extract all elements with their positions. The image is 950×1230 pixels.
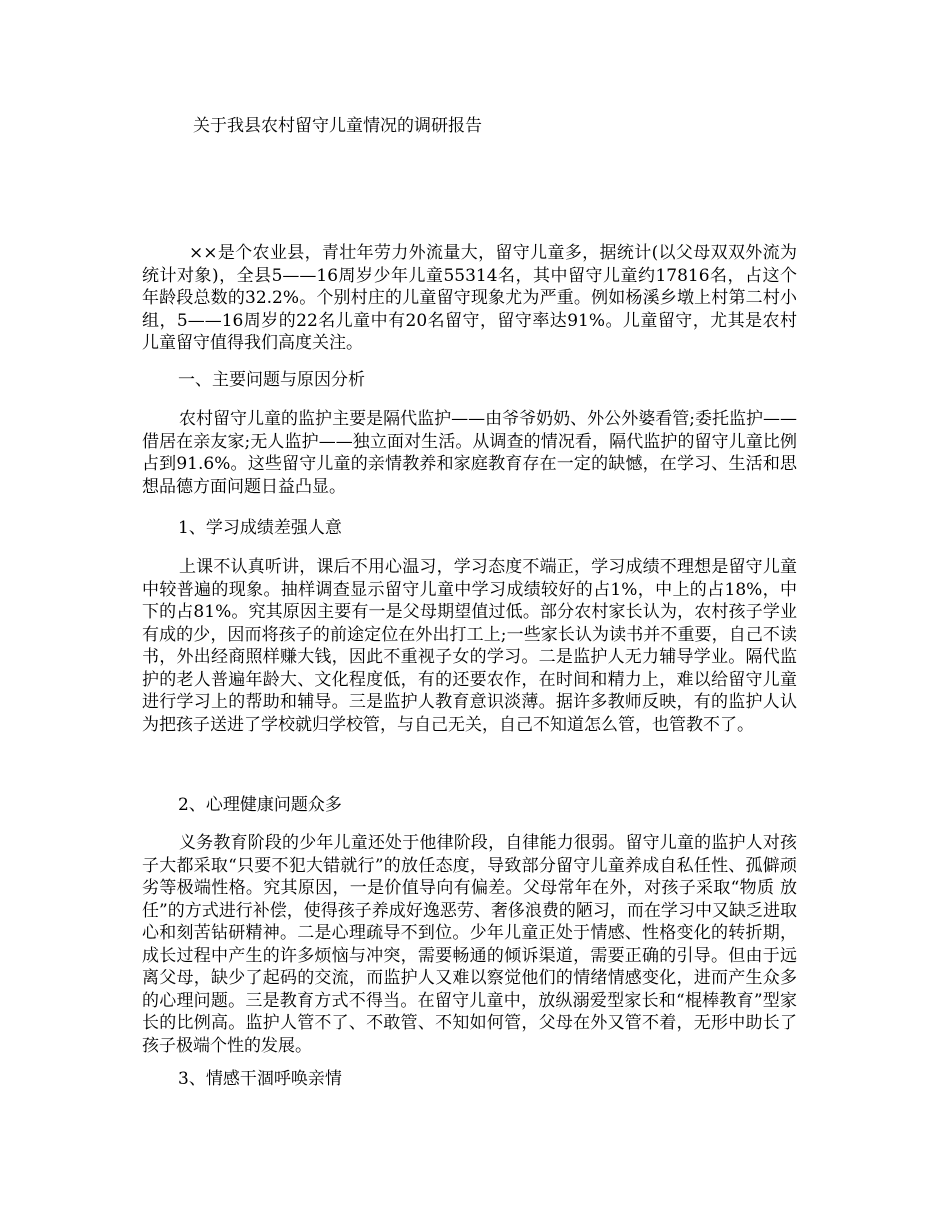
paragraph-mental-health: 义务教育阶段的少年儿童还处于他律阶段，自律能力很弱。留守儿童的监护人对孩子大都采取“只要不犯大错就行”的放任态度，导致部分留守儿童养成自私任性、孤僻顽劣等极端性格。究其原因，一是价值导向有偏差。父母常年在外，对孩子采取“物质 放任”的方式进行补偿，使得孩子养成好逸恶劳、奢侈浪费的陋习，而在学习中又缺乏进取心和刻苦钻研精神。二是心理疏导不到位。少年儿童正处于情感、性格变化的转折期，成长过程中产生的许多烦恼与冲突，需要畅通的倾诉渠道，需要正确的引导。但由于远离父母，缺少了起码的交流，而监护人又难以察觉他们的情绪情感变化，进而产生众多的心理问题。三是教育方式不得当。在留守儿童中，放纵溺爱型家长和“棍棒教育”型家长的比例高。监护人管不了、不敢管、不知如何管，父母在外又管不着，无形中助长了孩子极端个性的发展。 (142, 833, 797, 1056)
section-heading-main-issues: 一、主要问题与原因分析 (178, 370, 365, 390)
paragraph-intro: ××是个农业县，青壮年劳力外流量大，留守儿童多，据统计(以父母双双外流为统计对象)，全县5——16周岁少年儿童55314名，其中留守儿童约17816名，占这个年龄段总数的32.2%。个别村庄的儿童留守现象尤为严重。例如杨溪乡墩上村第二村小组，5——16周岁的22名儿童中有20名留守，留守率达91%。儿童留守，尤其是农村儿童留守值得我们高度关注。 (142, 243, 797, 353)
section-heading-study: 1、学习成绩差强人意 (178, 518, 342, 538)
paragraph-guardianship: 农村留守儿童的监护主要是隔代监护——由爷爷奶奶、外公外婆看管;委托监护——借居在亲友家;无人监护——独立面对生活。从调查的情况看，隔代监护的留守儿童比例占到91.6%。这些留守儿童的亲情教养和家庭教育存在一定的缺憾，在学习、生活和思想品德方面问题日益凸显。 (142, 409, 797, 497)
section-heading-mental-health: 2、心理健康问题众多 (178, 795, 342, 815)
document-title: 关于我县农村留守儿童情况的调研报告 (193, 116, 482, 136)
paragraph-study: 上课不认真听讲，课后不用心温习，学习态度不端正，学习成绩不理想是留守儿童中较普遍的现象。抽样调查显示留守儿童中学习成绩较好的占1%，中上的占18%，中下的占81%。究其原因主要有一是父母期望值过低。部分农村家长认为，农村孩子学业有成的少，因而将孩子的前途定位在外出打工上;一些家长认为读书并不重要，自己不读书，外出经商照样赚大钱，因此不重视子女的学习。二是监护人无力辅导学业。隔代监护的老人普遍年龄大、文化程度低，有的还要农作，在时间和精力上，难以给留守儿童进行学习上的帮助和辅导。三是监护人教育意识淡薄。据许多教师反映，有的监护人认为把孩子送进了学校就归学校管，与自己无关，自己不知道怎么管，也管教不了。 (142, 557, 797, 735)
section-heading-emotion: 3、情感干涸呼唤亲情 (178, 1069, 342, 1089)
